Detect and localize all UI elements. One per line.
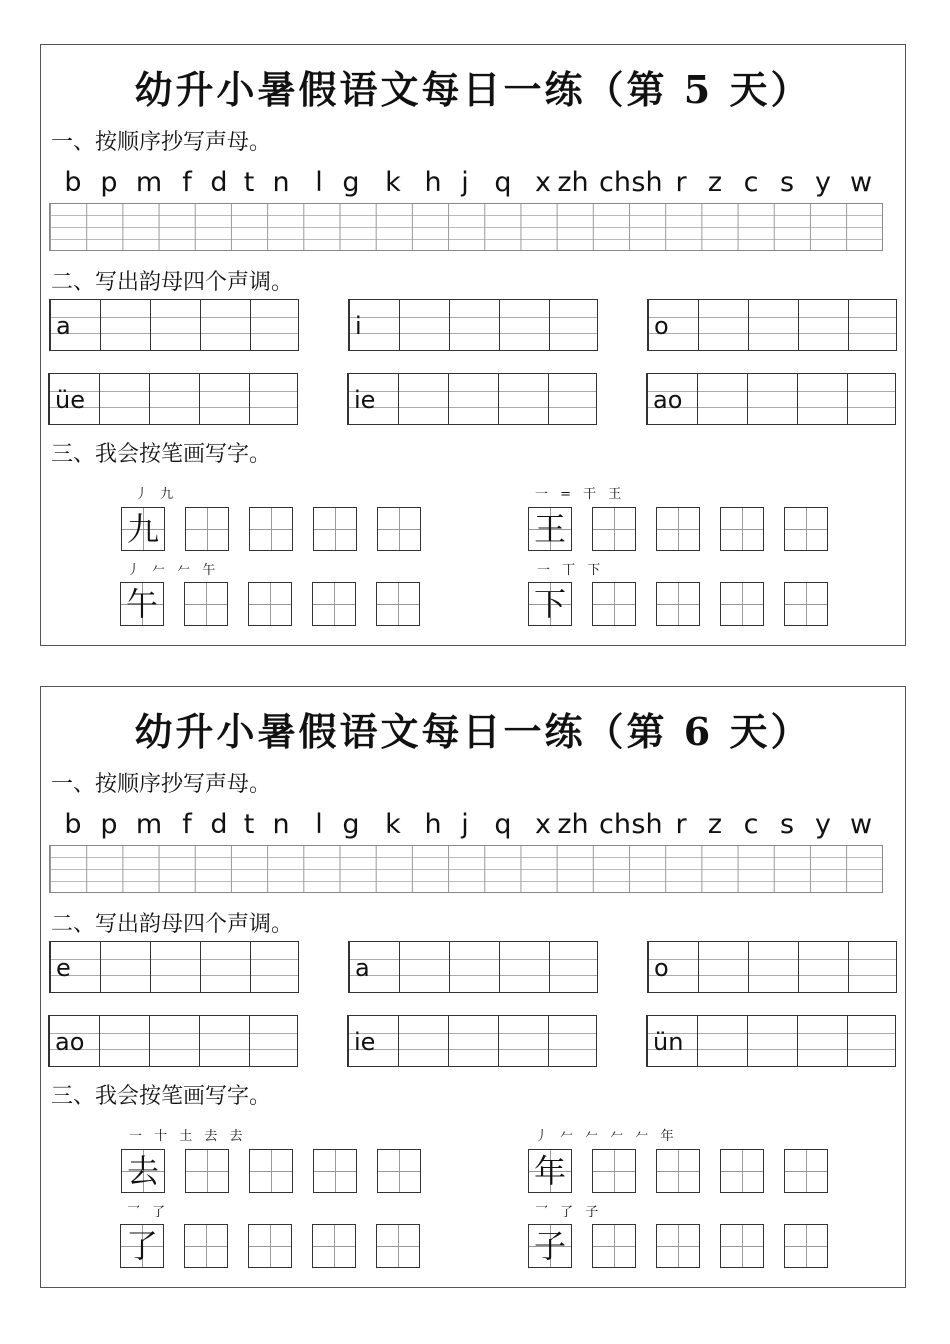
model-char-box bbox=[528, 507, 572, 551]
tone-writing-box[interactable] bbox=[48, 1015, 298, 1067]
model-char-box bbox=[528, 1149, 572, 1193]
vowel-label: o bbox=[654, 312, 669, 340]
model-char: 了 bbox=[125, 1227, 158, 1265]
practice-box[interactable] bbox=[592, 1149, 636, 1193]
initial: j bbox=[461, 809, 469, 840]
initials-copy-grid[interactable] bbox=[49, 203, 883, 251]
initial: k bbox=[385, 809, 401, 840]
section-2-title: 二、写出韵母四个声调。 bbox=[51, 912, 294, 937]
practice-box[interactable] bbox=[376, 582, 420, 626]
tone-writing-box[interactable] bbox=[348, 941, 598, 993]
model-char-box bbox=[120, 1224, 164, 1268]
initial: l bbox=[315, 809, 323, 840]
initial: m bbox=[135, 809, 163, 840]
initial: sh bbox=[631, 167, 663, 198]
initial: p bbox=[100, 809, 118, 840]
vowel-label: ie bbox=[354, 386, 376, 414]
initial: b bbox=[64, 167, 82, 198]
initial: r bbox=[675, 809, 687, 840]
tone-writing-box[interactable] bbox=[347, 373, 597, 425]
vowel-label: ao bbox=[653, 386, 683, 414]
initials-row bbox=[49, 809, 883, 843]
tone-writing-box[interactable] bbox=[49, 299, 299, 351]
stroke-order: 乛 了 bbox=[127, 1205, 170, 1220]
practice-box[interactable] bbox=[248, 582, 292, 626]
worksheet-day-6 bbox=[40, 686, 906, 1288]
initial: r bbox=[675, 167, 687, 198]
worksheet-day-5 bbox=[40, 44, 906, 646]
initial: t bbox=[243, 167, 255, 198]
initial: f bbox=[182, 809, 192, 840]
tone-writing-box[interactable] bbox=[49, 941, 299, 993]
initial: b bbox=[64, 809, 82, 840]
practice-box[interactable] bbox=[313, 507, 357, 551]
tone-writing-box[interactable] bbox=[347, 1015, 597, 1067]
model-char-box bbox=[528, 582, 572, 626]
initial: zh bbox=[557, 167, 589, 198]
section-1-title: 一、按顺序抄写声母。 bbox=[51, 130, 272, 155]
initial: ch bbox=[599, 167, 631, 198]
initial: x bbox=[535, 167, 551, 198]
tone-writing-box[interactable] bbox=[48, 373, 298, 425]
initials-row bbox=[49, 167, 883, 201]
practice-box[interactable] bbox=[184, 582, 228, 626]
initial: sh bbox=[631, 809, 663, 840]
initial: s bbox=[779, 809, 795, 840]
initial: d bbox=[210, 809, 228, 840]
practice-box[interactable] bbox=[312, 582, 356, 626]
initials-copy-grid[interactable] bbox=[49, 845, 883, 893]
page-title: 幼升小暑假语文每日一练（第 5 天） bbox=[134, 67, 812, 112]
initial: h bbox=[424, 167, 442, 198]
practice-box[interactable] bbox=[313, 1149, 357, 1193]
model-char: 年 bbox=[533, 1152, 566, 1190]
practice-box[interactable] bbox=[185, 507, 229, 551]
initial: j bbox=[461, 167, 469, 198]
initial: t bbox=[243, 809, 255, 840]
initial: c bbox=[743, 167, 759, 198]
practice-box[interactable] bbox=[720, 582, 764, 626]
initial: ch bbox=[599, 809, 631, 840]
practice-box[interactable] bbox=[376, 1224, 420, 1268]
model-char: 下 bbox=[533, 585, 566, 623]
practice-box[interactable] bbox=[249, 1149, 293, 1193]
vowel-label: ie bbox=[354, 1028, 376, 1056]
section-2-title: 二、写出韵母四个声调。 bbox=[51, 270, 294, 295]
vowel-label: i bbox=[355, 312, 362, 340]
initial: n bbox=[272, 167, 290, 198]
initial: z bbox=[707, 809, 723, 840]
initial: k bbox=[385, 167, 401, 198]
initial: y bbox=[815, 167, 831, 198]
initial: d bbox=[210, 167, 228, 198]
practice-box[interactable] bbox=[784, 1149, 828, 1193]
vowel-label: ün bbox=[653, 1028, 684, 1056]
initial: n bbox=[272, 809, 290, 840]
practice-box[interactable] bbox=[784, 507, 828, 551]
model-char: 去 bbox=[126, 1152, 159, 1190]
tone-writing-box[interactable] bbox=[646, 373, 896, 425]
initial: w bbox=[849, 167, 873, 198]
initial: l bbox=[315, 167, 323, 198]
practice-box[interactable] bbox=[656, 507, 700, 551]
section-3-title: 三、我会按笔画写字。 bbox=[51, 442, 272, 467]
practice-box[interactable] bbox=[592, 1224, 636, 1268]
tone-writing-box[interactable] bbox=[646, 1015, 896, 1067]
vowel-label: e bbox=[56, 954, 71, 982]
tone-writing-box[interactable] bbox=[647, 941, 897, 993]
practice-box[interactable] bbox=[185, 1149, 229, 1193]
stroke-order: 一 丅 下 bbox=[537, 563, 605, 578]
practice-box[interactable] bbox=[720, 1224, 764, 1268]
initial: g bbox=[342, 809, 360, 840]
section-1-title: 一、按顺序抄写声母。 bbox=[51, 772, 272, 797]
stroke-order: 丿 九 bbox=[135, 487, 178, 502]
initial: p bbox=[100, 167, 118, 198]
model-char: 九 bbox=[126, 510, 159, 548]
practice-box[interactable] bbox=[784, 1224, 828, 1268]
initial: z bbox=[707, 167, 723, 198]
practice-box[interactable] bbox=[377, 507, 421, 551]
stroke-order: 乛 了 子 bbox=[535, 1205, 603, 1220]
vowel-label: ao bbox=[55, 1028, 85, 1056]
initial: f bbox=[182, 167, 192, 198]
stroke-order: 一 = 干 王 bbox=[535, 487, 626, 502]
practice-box[interactable] bbox=[656, 582, 700, 626]
initial: y bbox=[815, 809, 831, 840]
practice-box[interactable] bbox=[784, 582, 828, 626]
model-char-box bbox=[121, 507, 165, 551]
practice-box[interactable] bbox=[184, 1224, 228, 1268]
tone-writing-box[interactable] bbox=[647, 299, 897, 351]
model-char-box bbox=[121, 1149, 165, 1193]
vowel-label: a bbox=[355, 954, 370, 982]
model-char-box bbox=[528, 1224, 572, 1268]
stroke-order: 丿 𠂉 𠂉 午 bbox=[127, 563, 220, 578]
model-char: 王 bbox=[533, 510, 566, 548]
model-char: 子 bbox=[533, 1227, 566, 1265]
vowel-label: üe bbox=[55, 386, 85, 414]
initial: zh bbox=[557, 809, 589, 840]
practice-box[interactable] bbox=[720, 1149, 764, 1193]
practice-box[interactable] bbox=[592, 507, 636, 551]
initial: q bbox=[494, 167, 512, 198]
initial: x bbox=[535, 809, 551, 840]
initial: h bbox=[424, 809, 442, 840]
practice-box[interactable] bbox=[248, 1224, 292, 1268]
practice-box[interactable] bbox=[312, 1224, 356, 1268]
practice-box[interactable] bbox=[656, 1224, 700, 1268]
model-char: 午 bbox=[125, 585, 158, 623]
initial: q bbox=[494, 809, 512, 840]
practice-box[interactable] bbox=[592, 582, 636, 626]
model-char-box bbox=[120, 582, 164, 626]
section-3-title: 三、我会按笔画写字。 bbox=[51, 1084, 272, 1109]
vowel-label: o bbox=[654, 954, 669, 982]
initial: w bbox=[849, 809, 873, 840]
initial: m bbox=[135, 167, 163, 198]
vowel-label: a bbox=[56, 312, 71, 340]
practice-box[interactable] bbox=[249, 507, 293, 551]
stroke-order: 一 十 土 去 去 bbox=[129, 1129, 247, 1144]
practice-box[interactable] bbox=[377, 1149, 421, 1193]
practice-box[interactable] bbox=[720, 507, 764, 551]
page-title: 幼升小暑假语文每日一练（第 6 天） bbox=[134, 709, 812, 754]
practice-box[interactable] bbox=[656, 1149, 700, 1193]
initial: s bbox=[779, 167, 795, 198]
tone-writing-box[interactable] bbox=[348, 299, 598, 351]
initial: g bbox=[342, 167, 360, 198]
stroke-order: 丿 𠂉 𠂉 𠂉 𠂉 年 bbox=[535, 1129, 678, 1144]
initial: c bbox=[743, 809, 759, 840]
